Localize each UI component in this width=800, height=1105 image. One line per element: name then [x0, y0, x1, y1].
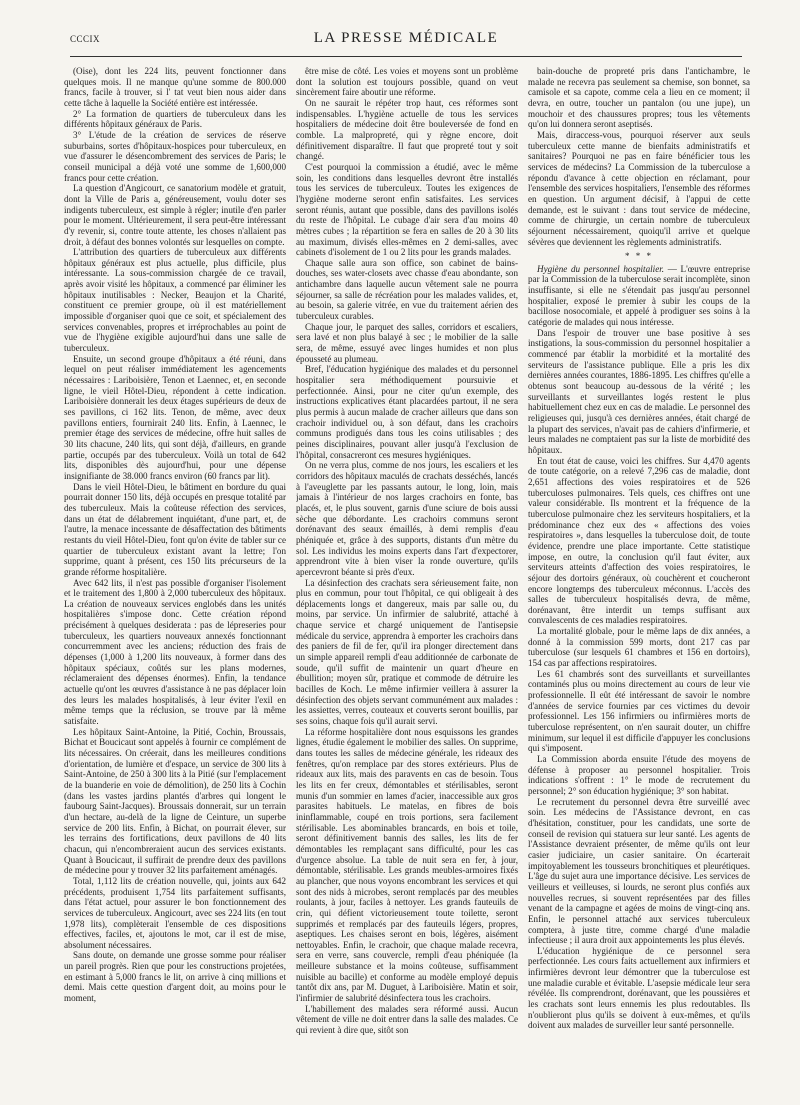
paragraph-text: Dans l'espoir de trouver une base positive à ses instigations, la sous-commission du personnel hospitalier a commencé par établir la morbidité et la mortalité des serviteurs de l'assistance publique. Elle a pris les dix dernières années courantes, 1886-1895. Les chiffres qu'elle a obtenus sont beaucoup au-dessous de la vérité ; les surveillants et surveillantes logés restent le plus habituellement chez eux en cas de maladie. Le personnel des religieuses qui, jusqu'à ces dernières années, était chargé de la plupart des services, n'avait pas de cahiers d'infirmerie, et leurs malades ne comptaient pas sur la liste de morbidité des hôpitaux.	[528, 327, 750, 455]
paragraph: 3° L'étude de la création de services de réserve suburbains, sortes d'hôpitaux-hospices pour tuberculeux, en vue d'assurer le désencombrement des services de Paris; le conseil municipal a déjà voté une somme de 1,600,000 francs pour cette création.	[64, 129, 286, 183]
journal-title: LA PRESSE MÉDICALE	[313, 30, 499, 46]
paragraph: Mais, diraccess-vous, pourquoi réserver aux seuls tuberculeux cette manne de bienfaits administratifs et sanitaires? Pourquoi ne pas en faire bénéficier tous les services de médecins? La Commission de la tuberculose a répondu d'avance à cette objection en réclamant, pour l'ensemble des services hospitaliers, l'ensemble des réformes en question. Un argument décisif, à l'appui de cette demande, est le suivant : dans tout service de médecine, comme de chirurgie, un certain nombre de tuberculeux séjournent nécessairement, quoiqu'il arrive et quelque sévères que deviennent les règlements administratifs.	[528, 129, 750, 247]
paragraph	[528, 754, 750, 797]
paragraph: Sans doute, on demande une grosse somme pour réaliser un pareil progrès. Rien que pour les constructions projetées, en estimant à 5,000 francs le lit, on arrive à cinq millions et demi. Mais cette question d'argent doit, au moins pour le moment,	[64, 950, 286, 1004]
column-1	[64, 66, 286, 1096]
column-3-section	[528, 264, 750, 1031]
section-separator: * * *	[625, 251, 653, 262]
paragraph: On ne saurait le répéter trop haut, ces réformes sont indispensables. L'hygiène actuelle de tous les services hospitaliers de médecine doit être bouleversée de fond en comble. La malpropreté, qui y règne encore, doit définitivement disparaître. Il faut que propreté tout y soit changé.	[296, 97, 518, 162]
paragraph: L'attribution des quartiers de tuberculeux aux différents hôpitaux généraux est plus actuelle, plus difficile, plus intéressante. La sous-commission chargée de ce travail, après avoir visité les hôpitaux, a commencé par éliminer les hôpitaux inutilisables : Necker, Beaujon et la Charité, constituent ce premier groupe, où il est matériellement impossible d'organiser quoi que ce soit, et spécialement des services convenables, propres et irréprochables au point de vue de l'hygiène exigible aujourd'hui dans une salle de tuberculeux.	[64, 247, 286, 354]
paragraph: Les hôpitaux Saint-Antoine, la Pitié, Cochin, Broussais, Bichat et Boucicaut sont appelés à fournir ce complément de lits nécessaires. On créerait, dans les meilleures conditions d'orientation, de lumière et d'espace, un service de 300 lits à Saint-Antoine, de 250 à 300 lits à la Pitié (sur l'emplacement de la buanderie en voie de démolition), de 250 lits à Cochin (dans les vastes jardins plantés d'arbres qui longent le faubourg Saint-Jacques). Broussais donnerait, sur un terrain d'un hectare, au-delà de la ligne de Ceinture, un superbe service de 200 lits. Enfin, à Bichat, on pourrait élever, sur les terrains des fortifications, deux pavillons de 40 lits chacun, qui n'encombreraient aucun des services existants. Quant à Boucicaut, il suffirait de prendre deux des pavillons de médecine pour y trouver 32 lits parfaitement aménagés.	[64, 726, 286, 876]
page-header	[70, 30, 742, 57]
paragraph	[528, 328, 750, 456]
paragraph	[528, 797, 750, 946]
paragraph: (Oise), dont les 224 lits, peuvent fonctionner dans quelques mois. Il ne manque qu'une somme de 800.000 francs, facile à trouver, si l' tat veut bien nous aider dans cette tâche à laquelle la Société entière est intéressée.	[64, 66, 286, 108]
paragraph	[528, 264, 750, 328]
paragraph: La désinfection des crachats sera sérieusement faite, non plus en commun, pour tout l'hôpital, ce qui obligeait à des déplacements longs et dangereux, mais par salle ou, du moins, par service. Un infirmier de salubrité, attaché à chaque service et chargé uniquement de l'antisepsie médicale du service, apprendra à emporter les crachoirs dans des paniers de fil de fer, qu'il ira plonger directement dans un simple appareil rempli d'eau additionnée de carbonate de soude, qu'il suffit de maintenir un quart d'heure en ébullition; moyen sûr, pratique et commode de détruire les bacilles de Koch. Le même infirmier veillera à assurer la désinfection des objets servant communément aux malades : les assiettes, verres, couteaux et couverts seront bouillis, par ses soins, chaque fois qu'il aurait servi.	[296, 577, 518, 727]
text-columns	[64, 66, 750, 1096]
paragraph	[528, 669, 750, 754]
paragraph-text: En tout état de cause, voici les chiffres. Sur 4,470 agents de toute catégorie, on a relevé 7,296 cas de maladie, dont 2,651 affections des voies respiratoires et de 526 tuberculoses pulmonaires. Tels quels, ces chiffres ont une valeur considérable. Ils montrent et la fréquence de la tuberculose pulmonaire chez les serviteurs hospitaliers, et la prédominance chez eux des « affections des voies respiratoires », dans lesquelles la tuberculose doit, de toute évidence, prendre une place importante. Cette statistique impose, en outre, la conclusion qu'il faut éviter, aux serviteurs atteints d'affection des voies respiratoires, le séjour des dortoirs généraux, où couchèrent et coucheront encore longtemps des tuberculeux méconnus. L'accès des salles de tuberculeux hospitalisés devra, de même, dorénavant, être interdit un temps suffisant aux convalescents de ces maladies respiratoires.	[528, 455, 750, 626]
paragraph: Chaque salle aura son office, son cabinet de bains-douches, ses water-closets avec chasse d'eau abondante, son antichambre dans laquelle aucun vêtement sale ne pourra séjourner, sa salle de récréation pour les malades valides, et, au besoin, sa galerie vitrée, en vue du traitement aérien des tuberculeux curables.	[296, 257, 518, 322]
paragraph-text: Les 61 chambrés sont des surveillants et surveillantes contaminés plus ou moins directement au cours de leur vie professionnelle. Il eût été intéressant de savoir le nombre d'années de service fournies par ces victimes du devoir professionnel. Les 156 infirmiers ou infirmières morts de tuberculose représentent, on n'en saurait douter, un chiffre minimum, sur lequel il est difficile d'appuyer les conclusions qui s'imposent.	[528, 668, 750, 754]
section-title: Hygiène du personnel hospitalier.	[537, 263, 665, 274]
paragraph-text: La mortalité globale, pour le même laps de dix années, a donné à la commission 599 morts, dont 217 cas par tuberculose (sur lesquels 61 chambres et 156 en dortoirs), 154 cas par affections respiratoires.	[528, 626, 750, 669]
paragraph: Avec 642 lits, il n'est pas possible d'organiser l'isolement et le traitement des 1,800 à 2,000 tuberculeux des hôpitaux. La création de nouveaux services englobés dans les unités hospitalières s'impose donc. Cette création répond précisément à quelques desiderata : pas de lépreseries pour tuberculeux, les quartiers nouveaux annexés fonctionnant concurremment avec les anciens; réduction des frais de dépenses (1,000 à 1,200 lits nouveaux, à former dans des hôpitaux spéciaux, coûtés sur les plans modernes, réclameraient des dépenses énormes). Enfin, la tendance actuelle qu'ont les œuvres d'assistance à ne pas déplacer loin des leurs les malades hospitalisés, à leur éviter l'exil en même temps que la réclusion, se trouve par là même satisfaite.	[64, 577, 286, 727]
page-number: CCCIX	[70, 34, 101, 44]
paragraph-text: La Commission aborda ensuite l'étude des moyens de défense à proposer au personnel hospitalier. Trois indications s'offrent : 1° le mode de recrutement du personnel; 2° son éducation hygiénique; 3° son habitat.	[528, 754, 750, 796]
paragraph: La question d'Angicourt, ce sanatorium modèle et gratuit, dont la Ville de Paris a, généreusement, voulu doter ses indigents tuberculeux, est simple à régler; inutile d'en parler pour le moment. Ultérieurement, il sera peut-être intéressant d'y revenir, si, contre toute attente, les choses n'allaient pas droit, à défaut des bonnes volontés sur lesquelles on compte.	[64, 183, 286, 247]
paragraph	[528, 626, 750, 669]
paragraph-text: Le recrutement du personnel devra être surveillé avec soin. Les médecins de l'Assistance devront, en cas d'hésitation, constituer, pour les candidats, une sorte de conseil de revision qui statuera sur leur santé. Les agents de l'Assistance devraient présenter, de même qu'ils ont leur casier judiciaire, un casier sanitaire. On écarterait impitoyablement les tousseurs bronchitiques et pleurétiques. L'âge du sujet aura une importance décisive. Les services de veilleurs et veilleuses, si lourds, ne seront plus confiés aux nouvelles recrues, si souvent représentées par des filles venant de la campagne et agées de moins de vingt-cinq ans. Enfin, le personnel attaché aux services tuberculeux comptera, à juste titre, comme chargé d'une maladie infectieuse ; il aura droit aux appointements les plus élevés.	[528, 796, 750, 946]
paragraph: Total, 1,112 lits de création nouvelle, qui, joints aux 642 précédents, produisent 1,754 lits parfaitement suffisants, dans l'état actuel, pour assurer le bon fonctionnement des services de tuberculeux. Angicourt, avec ses 224 lits (en tout 1,978 lits), complèterait l'ensemble de ces dispositions effectives, faciles, et, ajoutons le mot, car il est de mise, absolument nécessaires.	[64, 875, 286, 950]
column-3	[528, 66, 750, 1096]
paragraph-text: L'éducation hygiénique de ce personnel sera perfectionnée. Les cours faits actuellement aux infirmiers et infirmières devront leur démontrer que la tuberculose est une maladie curable et évitable. L'asepsie médicale leur sera révélée. Ils comprendront, dorénavant, que les poussières et les crachats sont leurs ennemis les plus redoutables. Ils n'oublieront plus qu'ils se doivent à eux-mêmes, et qu'ils doivent aux malades de surveiller leur santé personnelle.	[528, 945, 750, 1031]
paragraph: bain-douche de propreté pris dans l'antichambre, le malade ne recevra pas seulement sa chemise, son bonnet, sa camisole et sa capote, comme cela a lieu en ce moment; il devra, en outre, toucher un pantalon (ou une jupe), un mouchoir et des chaussures propres; tous les vêtements qu'on lui donnera seront aseptisés.	[528, 66, 750, 130]
paragraph: Bref, l'éducation hygiénique des malades et du personnel hospitalier sera méthodiquement poursuivie et perfectionnée. Ainsi, pour ne citer qu'un exemple, des instructions explicatives étant placardées partout, il ne sera plus permis à aucun malade de cracher ailleurs que dans son crachoir individuel ou, à son défaut, dans les crachoirs communs prodigués dans tous les coins utilisables ; des peines disciplinaires, pouvant aller jusqu'à l'exclusion de l'hôpital, consacreront ces mesures hygiéniques.	[296, 364, 518, 460]
paragraph: Ensuite, un second groupe d'hôpitaux a été réuni, dans lequel on peut réaliser immédiatement les agencements nécessaires : Lariboisière, Tenon et Laennec, et, en seconde ligne, le vieil Hôtel-Dieu, répondent à cette indication. Lariboisière donnerait les deux étages supérieurs de deux de ses pavillons, ci 162 lits. Tenon, de même, avec deux pavillons entiers, fournirait 240 lits. Enfin, à Laennec, le premier étage des services de médecine, offre huit salles de 30 lits chacune, 240 lits, qui sont déjà, d'ailleurs, en grande partie, occupés par des tuberculeux. Voilà un total de 642 lits, disponibles dès aujourd'hui, pour une dépense insignifiante de 38.000 francs environ (60 francs par lit).	[64, 353, 286, 481]
paragraph: Chaque jour, le parquet des salles, corridors et escaliers, sera lavé et non plus balayé à sec ; le mobilier de la salle sera, de même, essuyé avec linges humides et non plus épousseté au plumeau.	[296, 321, 518, 364]
paragraph	[528, 456, 750, 627]
paragraph: C'est pourquoi la commission a étudié, avec le même soin, les conditions dans lesquelles devront être installés tous les services de tuberculeux. Toutes les exigences de l'hygiène moderne seront enfin satisfaites. Les services seront réunis, autant que possible, dans des pavillons isolés du reste de l'hôpital. Le cubage d'air sera d'au moins 40 mètres cubes ; la répartition se fera en salles de 20 à 30 lits au maximum, divisés elles-mêmes en 2 demi-salles, avec cabinets d'isolement de 1 ou 2 lits pour les grands malades.	[296, 161, 518, 258]
paragraph: Dans le vieil Hôtel-Dieu, le bâtiment en bordure du quai pourrait donner 150 lits, déjà occupés en presque totalité par des tuberculeux. Mais la coûteuse réfection des services, dans un état de délabrement inquiétant, d'une part, et, de l'autre, la menace incessante de désaffectation des bâtiments restants du vieil Hôtel-Dieu, font qu'on évite de tabler sur ce quartier de tuberculeux existant avant la lettre; l'on supprime, quant à présent, ces 150 lits précurseurs de la grande réforme hospitalière.	[64, 481, 286, 577]
paragraph: 2° La formation de quartiers de tuberculeux dans les différents hôpitaux généraux de Paris.	[64, 108, 286, 130]
paragraph: L'habillement des malades sera réformé aussi. Aucun vêtement de ville ne doit entrer dans la salle des malades. Ce qui revient à dire que, sitôt son	[296, 1003, 518, 1036]
paragraph: La réforme hospitalière dont nous esquissons les grandes lignes, étudie également le mobilier des salles. On supprime, dans toutes les salles de médecine générale, les rideaux des fenêtres, qu'on remplace par des stores extérieurs. Plus de rideaux aux lits, mais des paravents en cas de besoin. Tous les lits en fer creux, démontables et stérilisables, seront munis d'un sommier en lames d'acier, inaccessible aux gros parasites habituels. Le matelas, en fibres de bois ininflammable, coupé en trois portions, sera facilement stérilisable. Les abominables brancards, en bois et toile, seront définitivement bannis des salles, les lits de fer démontables les remplaçant sans difficulté, pour les cas d'urgence absolue. La table de nuit sera en fer, à jour, démontable, stérilisable. Les grands meubles-armoires fixés au plancher, que nous voyons encombrant les services et qui sont des nids à microbes, seront remplacés par des meubles roulants, à jour, faciles à nettoyer. Les grands fauteuils de crin, qui défient victorieusement toute toilette, seront supprimés et remplacés par des fauteuils légers, propres, aseptiques. Les chaises seront en bois, légères, aisément nettoyables. Enfin, le crachoir, que chaque malade recevra, sera en verre, sans couvercle, rempli d'eau phéniquée (la meilleure substance et la moins coûteuse, suffisamment nuisible au bacille) et conforme au modèle employé depuis tantôt dix ans, par M. Duguet, à Lariboisière. Matin et soir, l'infirmier de salubrité désinfectera tous les crachoirs.	[296, 726, 518, 1004]
paragraph: On ne verra plus, comme de nos jours, les escaliers et les corridors des hôpitaux maculés de crachats desséchés, lancés à l'aveuglette par les passants autour, le long, loin, mais jamais à l'intérieur de nos larges crachoirs en fonte, bas placés, et, le plus souvent, garnis d'une sciure de bois aussi sèche que débordante. Les crachoirs communs seront dorénavant des seaux émaillés, à demi remplis d'eau phéniquée et, grâce à des supports, distants d'un mètre du sol. Les individus les moins experts dans l'art d'expectorer, apprendront vite à bien viser la ronde ouverture, qu'ils apercevront béante si près d'eux.	[296, 460, 518, 577]
paragraph-text: — L'œuvre entreprise par la Commission de la tuberculose serait incomplète, sinon insuffisante, si elle ne s'étendait pas jusqu'au personnel hospitalier, exposé le premier à subir les coups de la bacillose nosocomiale, et appelé à prodiguer ses soins à la catégorie de malades qui nous intéresse.	[528, 263, 750, 328]
paragraph	[528, 946, 750, 1031]
column-3-top	[528, 66, 750, 247]
column-2	[296, 66, 518, 1096]
paragraph: être mise de côté. Les voies et moyens sont un problème dont la solution est toujours possible, quand on veut sincèrement faire aboutir une réforme.	[296, 66, 518, 98]
